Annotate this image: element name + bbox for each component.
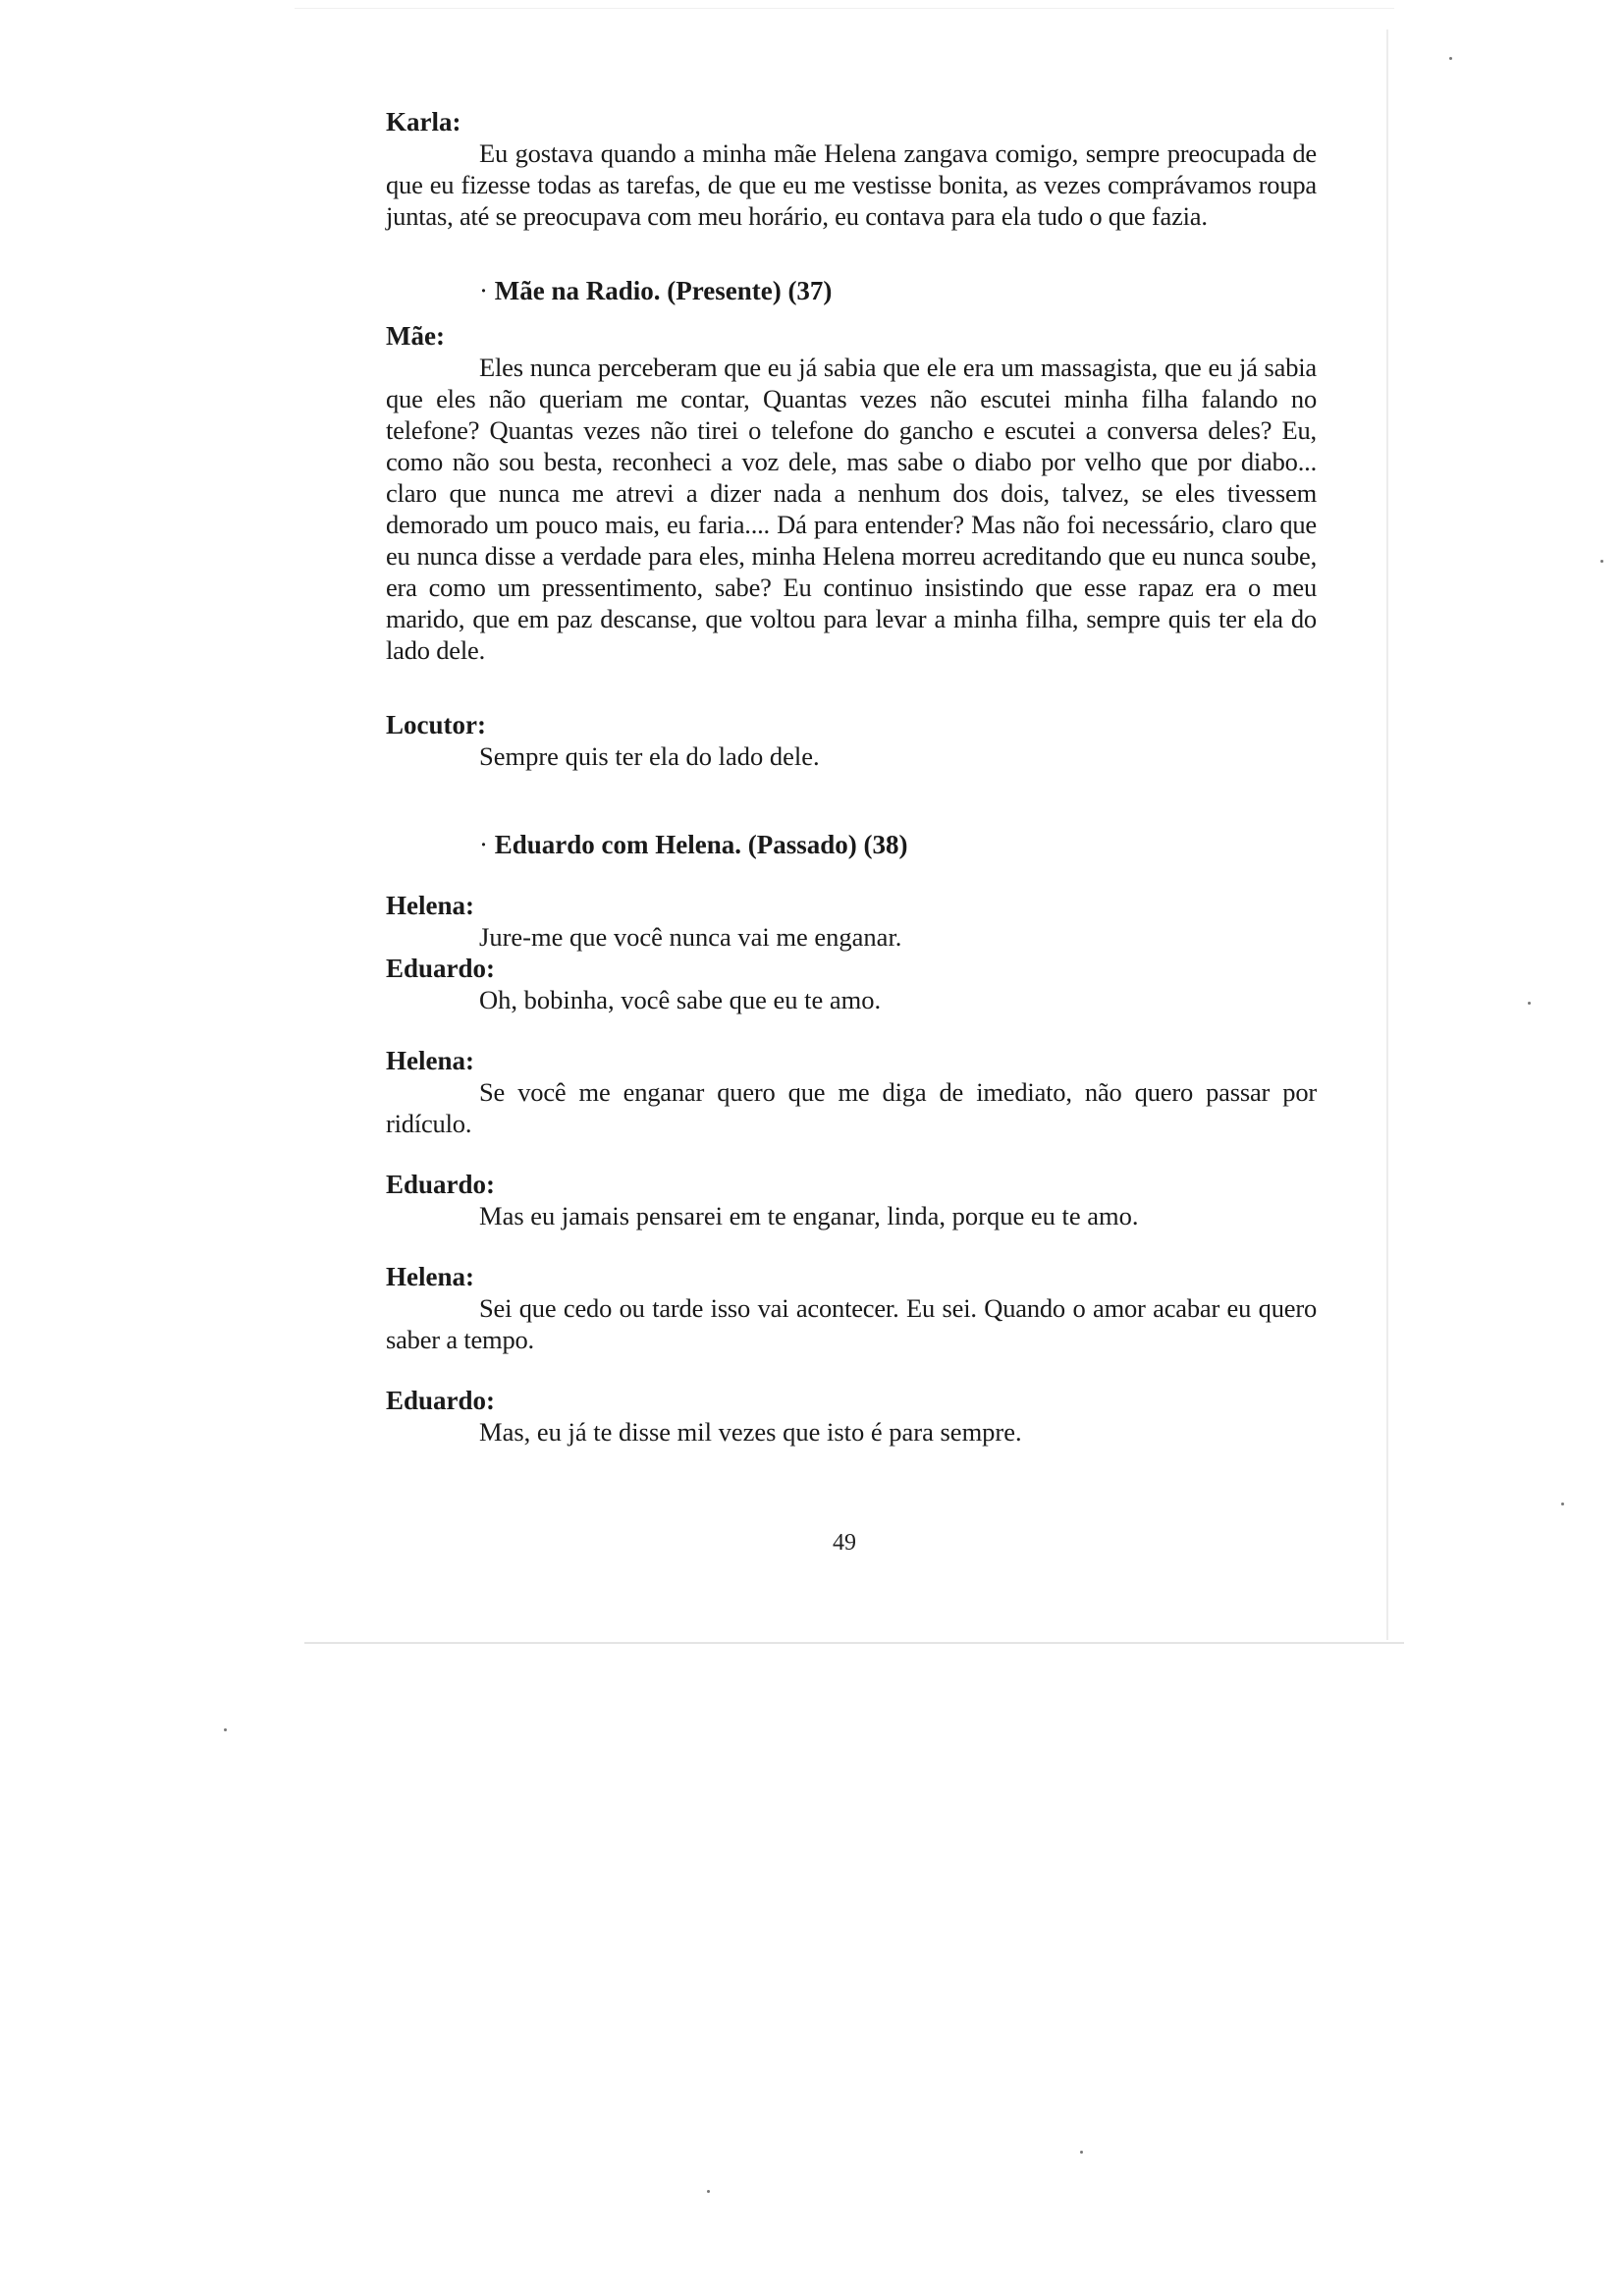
speaker-karla: Karla: [386,107,461,137]
speaker-mae: Mãe: [386,321,445,351]
scene-bullet: · [479,830,488,859]
scene-heading-37 [386,275,1317,306]
scan-speck [707,2190,710,2193]
scan-speck [1600,560,1603,563]
dialogue-karla: Eu gostava quando a minha mãe Helena zangava comigo, sempre preocupada de que eu fizesse todas as tarefas, de que eu me vestisse bonita, as vezes comprávamos roupa juntas, até se preocupava com meu horário, eu contava para ela tudo o que fazia. [386,138,1317,231]
scene-title: Mãe na Radio. (Presente) (37) [494,276,833,305]
dialogue-eduardo: Mas, eu já te disse mil vezes que isto é para sempre. [479,1417,1022,1447]
dialogue-helena: Se você me enganar quero que me diga de imediato, não quero passar por ridículo. [386,1077,1317,1138]
speaker-locutor: Locutor: [386,710,486,739]
speaker-eduardo: Eduardo: [386,954,496,983]
speaker-eduardo: Eduardo: [386,1386,496,1415]
sheet-bottom-edge [304,1642,1404,1644]
scene-title: Eduardo com Helena. (Passado) (38) [494,830,908,859]
sheet-top-edge [295,8,1394,9]
scan-speck [1561,1503,1564,1505]
dialogue-mae: Eles nunca perceberam que eu já sabia que ele era um massagista, que eu já sabia que eles não queriam me contar, Quantas vezes não escutei minha filha falando no telefone? Quantas vezes não tirei o telefone do gancho e escutei a conversa deles? Eu, como não sou besta, reconheci a voz dele, mas sabe o diabo por velho que por diabo... claro que nunca me atrevi a dizer nada a nenhum dos dois, talvez, se eles tivessem demorado um pouco mais, eu faria.... Dá para entender? Mas não foi necessário, claro que eu nunca disse a verdade para eles, minha Helena morreu acreditando que eu nunca soube, era como um pressentimento, sabe? Eu continuo insistindo que esse rapaz era o meu marido, que em paz descanse, que voltou para levar a minha filha, sempre quis ter ela do lado dele. [386,353,1317,665]
page-number: 49 [833,1530,856,1556]
dialogue-eduardo: Mas eu jamais pensarei em te enganar, linda, porque eu te amo. [479,1201,1139,1230]
scan-speck [1080,2151,1083,2154]
script-text [386,106,1317,1448]
speaker-helena: Helena: [386,1046,474,1075]
scan-speck [1449,57,1452,60]
sheet-right-edge [1386,29,1388,1640]
speaker-eduardo: Eduardo: [386,1170,496,1199]
dialogue-eduardo: Oh, bobinha, você sabe que eu te amo. [479,985,882,1014]
dialogue-helena: Sei que cedo ou tarde isso vai acontecer. Eu sei. Quando o amor acabar eu quero saber a tempo. [386,1293,1317,1354]
scene-heading-38 [386,829,1317,860]
scan-speck [224,1728,227,1731]
scan-speck [1528,1002,1531,1005]
dialogue-helena: Jure-me que você nunca vai me enganar. [479,922,902,952]
dialogue-locutor: Sempre quis ter ela do lado dele. [479,741,820,771]
scene-bullet: · [479,276,488,305]
speaker-helena: Helena: [386,891,474,920]
speaker-helena: Helena: [386,1262,474,1291]
